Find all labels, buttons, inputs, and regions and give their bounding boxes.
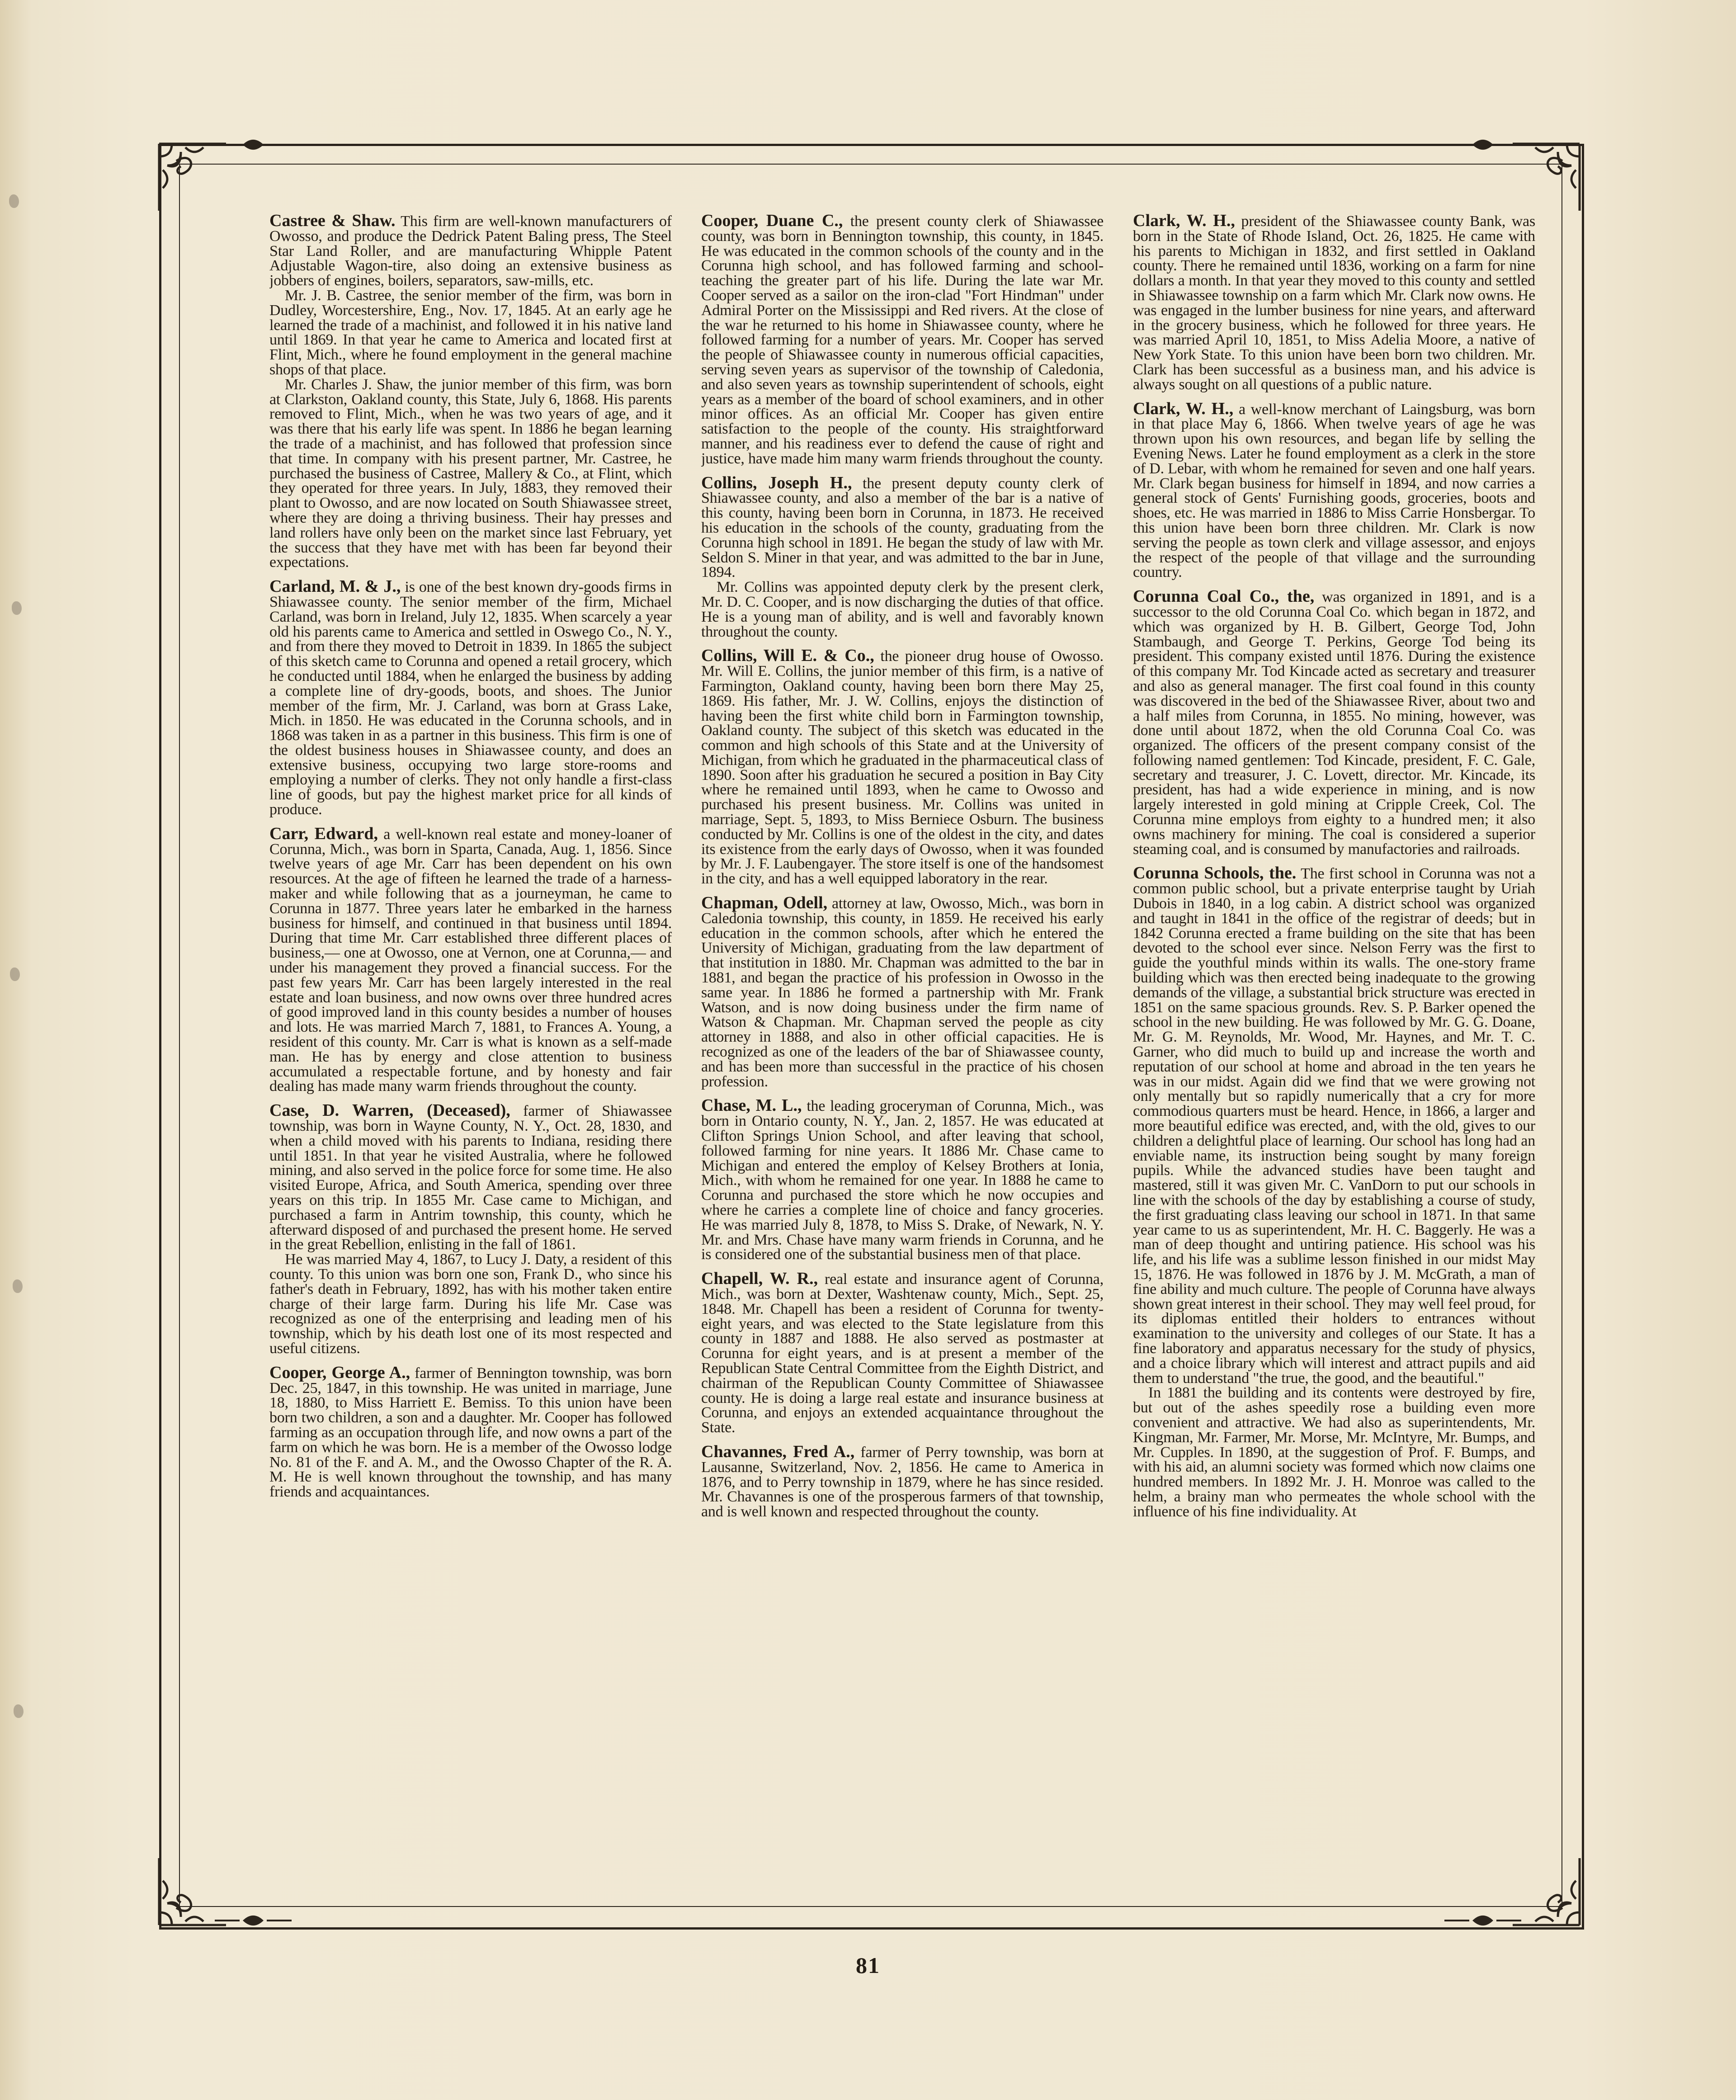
entry-paragraph: [269, 1252, 672, 1356]
entry-paragraph: [269, 288, 672, 378]
biography-entry: [701, 893, 1104, 1090]
article-body: [269, 213, 1549, 1850]
biography-entry: [701, 648, 1104, 887]
border-flourish-icon: [212, 136, 294, 154]
entry-text: Mr. J. B. Castree, the senior member of the firm, was born in Dudley, Worcestershire, Eng., Nov. 17, 1845. At an early age he learned the trade of a machinist, and followed it in his native land until 1869. In that year he came to America and located first at Flint, Mich., where he found employment in the general machine shops of that place.: [269, 287, 672, 378]
biography-entry: [269, 1365, 672, 1500]
entry-heading: Chapell, W. R.,: [701, 1269, 818, 1288]
entry-text: Mr. Collins was appointed deputy clerk by the present clerk, Mr. D. C. Cooper, and is now discharging the duties of that office. He is a young man of ability, and is well and favorably known throughout the county.: [701, 579, 1104, 640]
entry-paragraph: [701, 473, 1104, 581]
text-column: [269, 213, 672, 1850]
border-flourish-icon: [1442, 1911, 1524, 1930]
binding-hole: [13, 1279, 23, 1293]
entry-heading: Corunna Schools, the.: [1133, 864, 1297, 883]
entry-heading: Clark, W. H.,: [1133, 213, 1235, 230]
text-column: [701, 213, 1104, 1850]
entry-heading: Chase, M. L.,: [701, 1096, 802, 1115]
entry-paragraph: [701, 648, 1104, 887]
entry-text: the present deputy county clerk of Shiawassee county, and also a member of the bar is a native of this county, having been born in Corunna, in 1873. He received his education in the schools of the county, graduating from the Corunna high school in 1891. He began the study of law with Mr. Seldon S. Miner in that year, and was admitted to the bar in June, 1894.: [701, 475, 1104, 581]
biography-entry: [1133, 866, 1535, 1519]
border-flourish-icon: [212, 1911, 294, 1930]
biography-entry: [1133, 401, 1535, 580]
entry-paragraph: [269, 1365, 672, 1500]
entry-text: was organized in 1891, and is a successor to the old Corunna Coal Co. which began in 1872, and which was organized by H. B. Gilbert, George Tod, John Stambaugh, and George T. Perkins, George Tod being its president. This company existed until 1876. During the existence of this company Mr. Tod Kincade acted as secretary and treasurer and also as general manager. The first coal found in this county was discovered in the bed of the Shiawassee River, about two and a half miles from Corunna, in 1855. No mining, however, was done until about 1872, when the old Corunna Coal Co. was organized. The officers of the present company consist of the following named gentlemen: Tod Kincade, president, F. C. Gale, secretary and treasurer, J. C. Lovett, director. Mr. Kincade, its president, has had a wide experience in mining, and is now largely interested in gold mining at Cripple Creek, Col. The Corunna mine employs from eighty to a hundred men; it also owns machinery for mining. The coal is considered a superior steaming coal, and is consumed by manufactories and railroads.: [1133, 589, 1535, 858]
entry-paragraph: [269, 1103, 672, 1252]
text-column: [1133, 213, 1535, 1850]
biography-entry: [1133, 213, 1535, 392]
entry-text: a well-know merchant of Laingsburg, was born in that place May 6, 1866. When twelve years of age he was thrown upon his own resources, and began life by selling the Evening News. Later he found employment as a clerk in the store of D. Lebar, with whom he remained for seven and one half years. Mr. Clark began business for himself in 1894, and now carries a general stock of Gents' Furnishing goods, groceries, boots and shoes, etc. He was married in 1886 to Miss Carrie Honsbergar. To this union have been born three children. Mr. Clark is now serving the people as town clerk and village assessor, and enjoys the respect of the people of that village and the surrounding country.: [1133, 401, 1535, 581]
binding-hole: [10, 967, 20, 981]
entry-heading: Castree & Shaw.: [269, 213, 396, 230]
entry-paragraph: [269, 826, 672, 1094]
entry-text: In 1881 the building and its contents were destroyed by fire, but out of the ashes speedily rose a building even more convenient and attractive. We had also as superintendents, Mr. Kingman, Mr. Farmer, Mr. Morse, Mr. McIntyre, Mr. Bumps, and Mr. Cupples. In 1890, at the suggestion of Prof. F. Bumps, and with his aid, an alumni society was formed which now claims one hundred members. In 1892 Mr. J. H. Monroe was called to the helm, a brainy man who permeates the whole school with the influence of his fine individuality. At: [1133, 1384, 1535, 1520]
entry-text: farmer of Bennington township, was born Dec. 25, 1847, in this township. He was united in marriage, June 18, 1880, to Miss Harriett E. Bemiss. To this union have been born two children, a son and a daughter. Mr. Cooper has followed farming as an occupation through life, and now owns a part of the farm on which he was born. He is a member of the Owosso lodge No. 81 of the F. and A. M., and the Owosso Chapter of the R. A. M. He is well known throughout the township, and has many friends and acquaintances.: [269, 1364, 672, 1501]
entry-paragraph: [1133, 213, 1535, 392]
entry-text: farmer of Shiawassee township, was born in Wayne County, N. Y., Oct. 28, 1830, and when a child moved with his parents to Indiana, residing there until 1851. In that year he visited Australia, where he followed mining, and also served in the police force for some time. He also visited Europe, Africa, and South America, spending over three years on this trip. In 1855 Mr. Case came to Michigan, and purchased a farm in Antrim township, this county, which he afterward disposed of and purchased the present home. He served in the great Rebellion, enlisting in the fall of 1861.: [269, 1103, 672, 1253]
entry-heading: Corunna Coal Co., the,: [1133, 587, 1315, 606]
entry-text: real estate and insurance agent of Corunna, Mich., was born at Dexter, Washtenaw county, Mich., Sept. 25, 1848. Mr. Chapell has been a resident of Corunna for twenty-eight years, and was elected to the State legislature from this county in 1887 and 1888. He also served as postmaster at Corunna for eight years, and is at present a member of the Republican State Central Committee from the Eighth District, and chairman of the Republican County Committee of Shiawassee county. He is doing a large real estate and insurance business at Corunna, and enjoys an extended acquaintance throughout the State.: [701, 1271, 1104, 1436]
entry-paragraph: [701, 580, 1104, 639]
entry-heading: Clark, W. H.,: [1133, 399, 1234, 418]
entry-paragraph: [701, 893, 1104, 1090]
entry-text: the leading groceryman of Corunna, Mich., was born in Ontario county, N. Y., Jan. 2, 1857. He was educated at Clifton Springs Union School, and after leaving that school, followed farming for nine years. It 1886 Mr. Chase came to Michigan and entered the employ of Kelsey Brothers at Ionia, Mich., with whom he remained for one year. In 1888 he came to Corunna and purchased the store which he now occupies and where he carries a complete line of choice and fancy groceries. He was married July 8, 1878, to Miss S. Drake, of Newark, N. Y. Mr. and Mrs. Chase have many warm friends in Corunna, and he is considered one of the substantial business men of that place.: [701, 1098, 1104, 1263]
entry-paragraph: [1133, 589, 1535, 857]
entry-text: a well-known real estate and money-loaner of Corunna, Mich., was born in Sparta, Canada, Aug. 1, 1856. Since twelve years of age Mr. Carr has been dependent on his own resources. At the age of fifteen he learned the trade of a harness-maker and while following that as a journeyman, he came to Corunna in 1877. Three years later he embarked in the harness business for himself, and continued in that business until 1894. During that time Mr. Carr established three different places of business,— one at Owosso, one at Vernon, one at Corunna,— and under his management they proved a financial success. For the past few years Mr. Carr has been largely interested in the real estate and loan business, and now owns over three hundred acres of good improved land in this county besides a number of houses and lots. He was married March 7, 1881, to Frances A. Young, a resident of this county. Mr. Carr is what is known as a self-made man. He has by energy and close attention to business accumulated a respectable fortune, and by honesty and fair dealing has made many warm friends throughout the county.: [269, 826, 672, 1095]
entry-text: attorney at law, Owosso, Mich., was born in Caledonia township, this county, in 1859. He received his early education in the common schools, after which he entered the University of Michigan, graduating from the law department of that institution in 1880. Mr. Chapman was admitted to the bar in 1881, and began the practice of his profession in Owosso in the same year. In 1886 he formed a partnership with Mr. Frank Watson, and is now doing business under the firm name of Watson & Chapman. Mr. Chapman served the people as city attorney in 1888, and also in other official capacities. He is recognized as one of the leaders of the bar of Shiawassee county, and has been more than successful in the practice of his chosen profession.: [701, 895, 1104, 1090]
entry-heading: Cooper, Duane C.,: [701, 213, 843, 230]
entry-text: president of the Shiawassee county Bank, was born in the State of Rhode Island, Oct. 26, 1825. He came with his parents to Michigan in 1832, and first settled in Oakland county. There he remained until 1836, working on a farm for nine dollars a month. In that year they moved to this county and settled in Shiawassee township on a farm which Mr. Clark now owns. He was engaged in the lumber business for nine years, and afterward in the grocery business, which he followed for three years. He was married April 10, 1851, to Miss Adelia Moore, a native of New York State. To this union have been born two children. Mr. Clark has been successful as a business man, and his advice is always sought on all questions of a public nature.: [1133, 213, 1535, 393]
page-number: 81: [856, 1953, 880, 1978]
entry-text: the pioneer drug house of Owosso. Mr. Will E. Collins, the junior member of this firm, is a native of Farmington, Oakland county, having been born there May 25, 1869. His father, Mr. J. W. Collins, enjoys the distinction of having been the first white child born in Farmington township, Oakland county. The subject of this sketch was educated in the common and high schools of this State and at the University of Michigan, from which he graduated in the pharmaceutical class of 1890. Soon after his graduation he secured a position in Bay City where he remained until 1893, when he came to Owosso and purchased his present business. Mr. Collins was united in marriage, Sept. 5, 1893, to Miss Berniece Osburn. The business conducted by Mr. Collins is one of the oldest in the city, and dates its existence from the early days of Owosso, when it was founded by Mr. J. F. Laubengayer. The store itself is one of the handsomest in the city, and has a well equipped laboratory in the rear.: [701, 648, 1104, 887]
entry-paragraph: [1133, 401, 1535, 580]
biography-entry: [701, 1271, 1104, 1435]
entry-text: is one of the best known dry-goods firms in Shiawassee county. The senior member of the firm, Michael Carland, was born in Ireland, July 12, 1835. When scarcely a year old his parents came to America and settled in Oswego Co., N. Y., and from there they moved to Detroit in 1839. In 1865 the subject of this sketch came to Corunna and opened a retail grocery, which he conducted until 1884, when he enlarged the business by adding a complete line of dry-goods, boots, and shoes. The Junior member of the firm, Mr. J. Carland, was born at Grass Lake, Mich. in 1850. He was educated in the Corunna schools, and in 1868 was taken in as a partner in this business. This firm is one of the oldest business houses in Shiawassee county, and does an extensive business, occupying two large store-rooms and employing a number of clerks. They not only handle a first-class line of goods, but pay the highest market price for all kinds of produce.: [269, 579, 672, 818]
biography-entry: [701, 213, 1104, 467]
biography-entry: [269, 1103, 672, 1356]
biography-entry: [269, 579, 672, 817]
entry-paragraph: [701, 213, 1104, 467]
binding-hole: [12, 601, 22, 615]
biography-entry: [701, 1098, 1104, 1262]
entry-heading: Case, D. Warren, (Deceased),: [269, 1101, 510, 1120]
entry-paragraph: [701, 1444, 1104, 1520]
entry-heading: Carland, M. & J.,: [269, 577, 401, 596]
entry-heading: Carr, Edward,: [269, 824, 378, 843]
entry-text: Mr. Charles J. Shaw, the junior member of this firm, was born at Clarkston, Oakland county, this State, July 6, 1868. His parents removed to Flint, Mich., when he was two years of age, and it was there that his early life was spent. In 1886 he began learning the trade of a machinist, and has followed that profession since that time. In company with his present partner, Mr. Castree, he purchased the business of Castree, Mallery & Co., at Flint, which they operated for three years. In July, 1883, they removed their plant to Owosso, and are now located on South Shiawassee street, where they are doing a thriving business. Their hay presses and land rollers have only been on the market since last February, yet the success that they have met with has been far beyond their expectations.: [269, 376, 672, 571]
entry-paragraph: [269, 579, 672, 817]
binding-hole: [14, 1704, 24, 1718]
entry-heading: Collins, Joseph H.,: [701, 473, 852, 492]
entry-heading: Chavannes, Fred A.,: [701, 1442, 855, 1461]
biography-entry: [701, 1444, 1104, 1520]
border-flourish-icon: [1442, 136, 1524, 154]
biography-entry: [269, 826, 672, 1094]
entry-heading: Cooper, George A.,: [269, 1363, 410, 1382]
entry-text: The first school in Corunna was not a common public school, but a private enterprise taught by Uriah Dubois in 1840, in a log cabin. A district school was organized and taught in 1841 in the office of the registrar of deeds; but in 1842 Corunna erected a frame building on the site that has been devoted to the school ever since. Nelson Ferry was the first to guide the youthful minds within its walls. The one-story frame building which was then erected being inadequate to the growing demands of the village, a substantial brick structure was erected in 1851 on the same spacious grounds. Rev. S. P. Barker opened the school in the new building. He was followed by Mr. G. G. Doane, Mr. G. M. Reynolds, Mr. Wood, Mr. Haynes, and Mr. T. C. Garner, who did much to build up and increase the worth and reputation of our school at home and abroad in the ten years he was in our midst. Again did we find that we were growing not only mentally but so rapidly numerically that a cry for more commodious quarters must be heard. Hence, in 1866, a larger and more beautiful edifice was erected, and, with the old, gives to our children a delightful place of learning. Our school has long had an enviable name, its instruction being sought by many foreign pupils. While the advanced studies have been taught and mastered, still it was given Mr. C. VanDorn to put our schools in line with the schools of the day by establishing a course of study, the first graduating class leaving our school in 1871. In that same year came to us as superintendent, Mr. H. C. Baggerly. He was a man of deep thought and untiring patience. His school was his life, and his life was a sublime lesson finished in our midst May 15, 1876. He was followed in 1876 by J. M. McGrath, a man of fine ability and much culture. The people of Corunna have always shown great interest in their school. They may well feel proud, for its diplomas entitled their holders to entrances without examination to the university and colleges of our State. It has a fine laboratory and apparatus necessary for the study of physics, and a choice library which will interest and attract pupils and aid them to understand "the true, the good, and the beautiful.": [1133, 865, 1535, 1387]
entry-text: the present county clerk of Shiawassee county, was born in Bennington township, this county, in 1845. He was educated in the common schools of the county and in the Corunna high school, and has followed farming and school-teaching the greater part of his life. During the late war Mr. Cooper served as a sailor on the iron-clad "Fort Hindman" under Admiral Porter on the Mississippi and Red rivers. At the close of the war he returned to his home in Shiawassee county, where he followed farming for a number of years. Mr. Cooper has served the people of Shiawassee county in numerous official capacities, serving seven years as supervisor of the township of Caledonia, and also seven years as township superintendent of schools, eight years as a member of the board of school examiners, and in other minor offices. As an official Mr. Cooper has given entire satisfaction to the people of the county. His straightforward manner, and his readiness ever to defend the cause of right and justice, have made him many warm friends throughout the county.: [701, 213, 1104, 467]
entry-paragraph: [269, 213, 672, 288]
entry-text: farmer of Perry township, was born at Lausanne, Switzerland, Nov. 2, 1856. He came to America in 1876, and to Perry township in 1879, where he has since resided. Mr. Chavannes is one of the prosperous farmers of that township, and is well known and respected throughout the county.: [701, 1444, 1104, 1520]
entry-heading: Chapman, Odell,: [701, 893, 828, 913]
biography-entry: [1133, 589, 1535, 857]
entry-paragraph: [701, 1098, 1104, 1262]
entry-text: He was married May 4, 1867, to Lucy J. Daty, a resident of this county. To this union was born one son, Frank D., who since his father's death in February, 1892, has with his mother taken entire charge of their large farm. During his life Mr. Case was recognized as one of the enterprising and leading men of his township, which by his death lost one of its most respected and useful citizens.: [269, 1251, 672, 1357]
entry-paragraph: [1133, 866, 1535, 1386]
entry-heading: Collins, Will E. & Co.,: [701, 646, 874, 665]
entry-paragraph: [269, 378, 672, 570]
entry-text: This firm are well-known manufacturers of Owosso, and produce the Dedrick Patent Baling press, The Steel Star Land Roller, and are manufacturing Whipple Patent Adjustable Wagon-tire, also doing an extensive business as jobbers of engines, boilers, separators, saw-mills, etc.: [269, 213, 672, 289]
binding-hole: [9, 194, 19, 208]
biography-entry: [269, 213, 672, 570]
entry-paragraph: [701, 1271, 1104, 1435]
entry-paragraph: [1133, 1386, 1535, 1519]
biography-entry: [701, 473, 1104, 640]
